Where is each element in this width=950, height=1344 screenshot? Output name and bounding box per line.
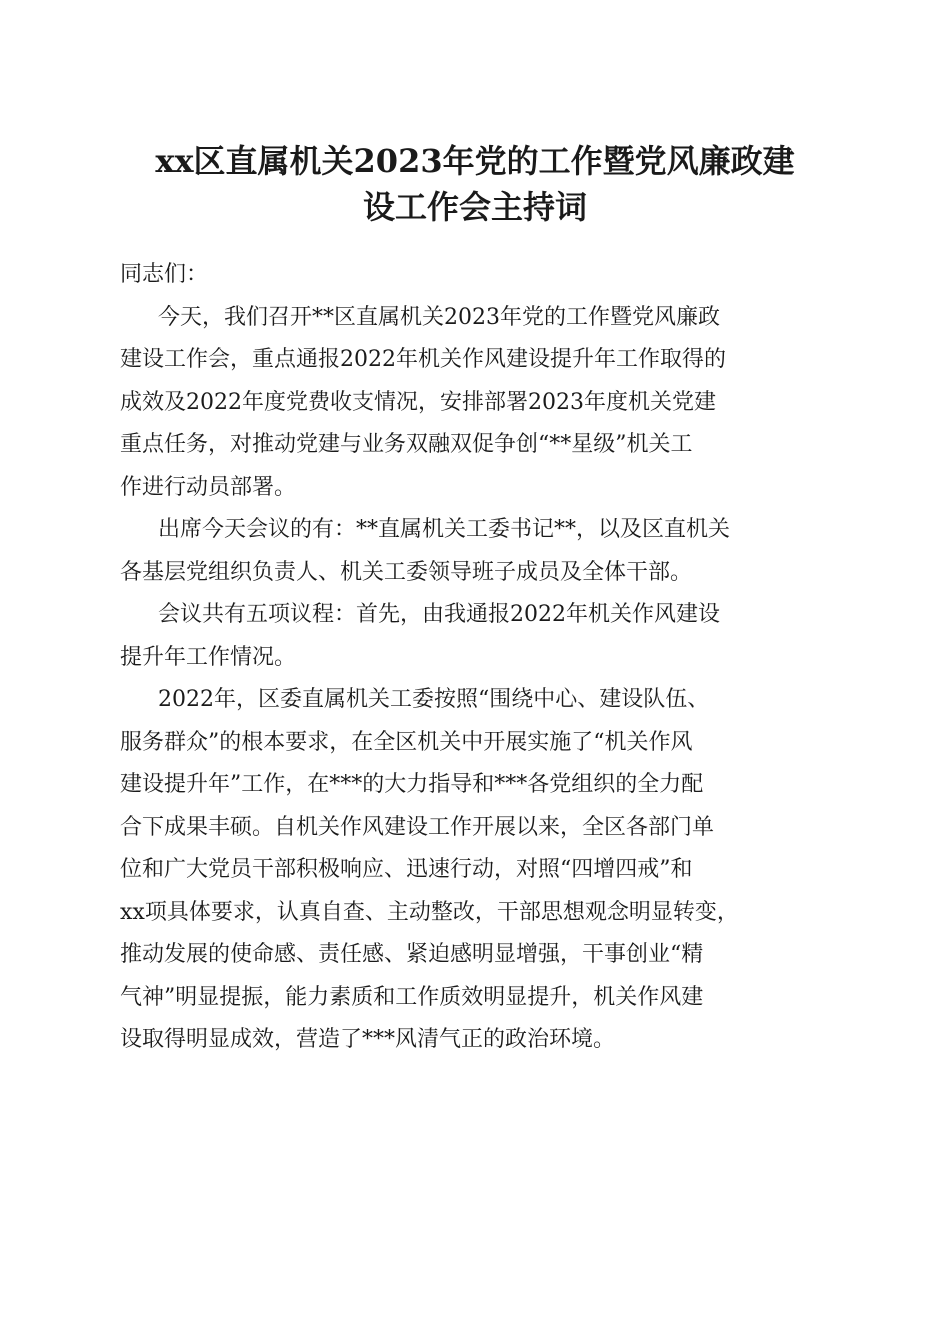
paragraph-line: xx项具体要求，认真自查、主动整改，干部思想观念明显转变， xyxy=(120,899,739,925)
title-line-2: 设工作会主持词 xyxy=(362,188,587,226)
paragraph-line: 会议共有五项议程：首先，由我通报2022年机关作风建设 xyxy=(158,602,720,627)
paragraph-line: 建设提升年”工作，在***的大力指导和***各党组织的全力配 xyxy=(120,772,704,797)
salutation: 同志们： xyxy=(120,262,209,287)
paragraph-report xyxy=(120,679,832,1062)
paragraph-line: 服务群众”的根本要求，在全区机关中开展实施了“机关作风 xyxy=(120,729,693,755)
paragraph-line: 设取得明显成效，营造了***风清气正的政治环境。 xyxy=(120,1027,616,1052)
paragraph-line: 位和广大党员干部积极响应、迅速行动，对照“四增四戒”和 xyxy=(120,857,693,882)
paragraph-line: 各基层党组织负责人、机关工委领导班子成员及全体干部。 xyxy=(120,559,693,585)
paragraph-line: 成效及2022年度党费收支情况，安排部署2023年度机关党建 xyxy=(120,389,716,415)
paragraph-line: 今天，我们召开**区直属机关2023年党的工作暨党风廉政 xyxy=(158,304,720,330)
paragraph-agenda xyxy=(120,594,832,679)
paragraph-line: 推动发展的使命感、责任感、紧迫感明显增强，干事创业“精 xyxy=(120,942,704,967)
paragraph-line: 提升年工作情况。 xyxy=(120,644,297,670)
document-title xyxy=(110,138,840,230)
paragraph-line: 合下成果丰硕。自机关作风建设工作开展以来，全区各部门单 xyxy=(120,814,715,840)
paragraph-opening xyxy=(120,297,832,510)
paragraph-line: 作进行动员部署。 xyxy=(120,474,297,500)
paragraph-line: 2022年，区委直属机关工委按照“围绕中心、建设队伍、 xyxy=(158,687,710,712)
document-body xyxy=(120,254,832,1062)
paragraph-line: 出席今天会议的有：**直属机关工委书记**，以及区直机关 xyxy=(158,517,731,542)
paragraph-attendees xyxy=(120,509,832,594)
paragraph-line: 建设工作会，重点通报2022年机关作风建设提升年工作取得的 xyxy=(120,347,726,372)
paragraph-line: 气神”明显提振，能力素质和工作质效明显提升，机关作风建 xyxy=(120,984,704,1010)
title-line-1: xx区直属机关2023年党的工作暨党风廉政建 xyxy=(155,142,795,180)
paragraph-line: 重点任务，对推动党建与业务双融双促争创“**星级”机关工 xyxy=(120,432,693,457)
